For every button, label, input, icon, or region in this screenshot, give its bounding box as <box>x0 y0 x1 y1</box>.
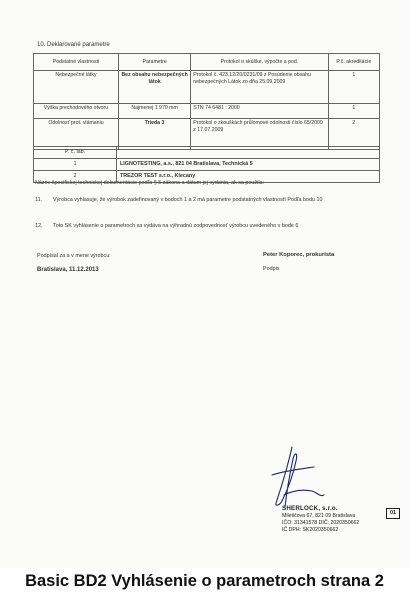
header-protocol: Protokol o skúške, výpočte a pod. <box>191 54 328 71</box>
laboratories-table <box>33 146 380 183</box>
lab-number: 2 <box>34 171 117 183</box>
company-stamp <box>282 505 359 533</box>
row-protocol: STN 74 6481 : 2000 <box>191 104 328 119</box>
stamp-number-box: 01 <box>386 508 400 519</box>
stamp-address: Miletičova 67, 821 09 Bratislava <box>282 513 356 520</box>
table-row <box>34 71 380 104</box>
lab-name: TREZOR TEST s.r.o., Klecany <box>117 171 380 183</box>
laboratories-table-header <box>34 147 380 159</box>
section-title: 10. Deklarované parametre <box>37 42 110 48</box>
row-parameter: Najmenej 1 970 mm <box>118 104 190 119</box>
stamp-vat: IČ DPH: SK2020350662 <box>282 526 339 533</box>
signer-name: Peter Koporec, prokurista <box>263 252 335 258</box>
stamp-company: SHERLOCK, s.r.o. <box>282 505 338 512</box>
row-protocol: Protokol č. 423.12/20/0231/09 z Posúdenie obsahu nebezpečných Látok zo dňa 25.09.2009 <box>191 71 328 104</box>
parameters-table <box>33 53 380 150</box>
paragraph-11-number: 11. <box>35 197 43 203</box>
podpis-label: Podpis <box>263 266 280 272</box>
parameters-table-header <box>34 54 380 71</box>
place-date: Bratislava, 11.12.2013 <box>37 267 99 273</box>
intro-text: Názov špecifickej technickej dokumentácie podľa § 5 zákona a dátum jej vydania, ak sa použila: <box>35 180 265 186</box>
paragraph-12: Toto SK vyhlásenie o parametroch sa vydáva na výhradnú zodpovednosť výrobcu uvedeného v bode 6 <box>53 223 299 229</box>
header-parameter: Parametre <box>118 54 190 71</box>
row-property: Odolnosť prot. vlámaniu <box>34 119 119 150</box>
paragraph-11: Výrobca vyhlasuje, že výrobok zadefinovaný v bodoch 1 a 2 má parametre podstatných vlastností Podľa bodu 10 <box>53 197 323 203</box>
row-property: Nebezpečné látky <box>34 71 119 104</box>
row-accreditation: 2 <box>328 119 379 150</box>
row-accreditation: 1 <box>328 104 379 119</box>
row-parameter: Bez obsahu nebezpečných látok <box>118 71 190 104</box>
row-accreditation: 1 <box>328 71 379 104</box>
lab-number: 1 <box>34 159 117 171</box>
table-row <box>34 104 380 119</box>
row-property: Výška prechodového otvoru <box>34 104 119 119</box>
row-parameter: Trieda 3 <box>118 119 190 150</box>
header-accreditation: P.č. akreditácie <box>328 54 379 71</box>
table-row <box>34 159 380 171</box>
signed-for-label: Podpísal za a v mene výrobcu: <box>37 253 111 259</box>
lab-header-empty <box>117 147 380 159</box>
lab-name: LIGNOTESTING, a.s., 821 04 Bratislava, Technická 5 <box>117 159 380 171</box>
paragraph-12-number: 12. <box>35 223 43 229</box>
stamp-ids: IČO: 31341578 DIČ: 2020350662 <box>282 519 360 526</box>
header-property: Podstatné vlastnosti <box>34 54 119 71</box>
lab-header: P. č. lab. <box>34 147 117 159</box>
row-protocol: Protokol o zkouškách průlomové odolnosti číslo 65/2009 z 17.07.2009 <box>191 119 328 150</box>
page-caption: Basic BD2 Vyhlásenie o parametroch strana 2 <box>25 572 384 590</box>
table-row <box>34 119 380 150</box>
